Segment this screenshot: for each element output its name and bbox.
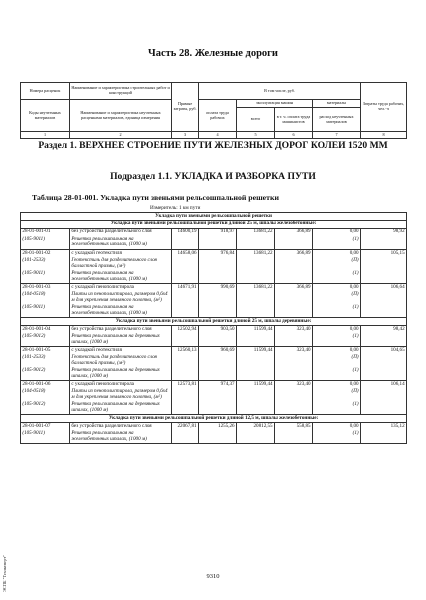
header-material-codes: Коды неучтенных материалов xyxy=(21,100,70,132)
material-name: Решетка рельсошпальная на железобетонных шпалах, (1000 м) xyxy=(70,236,172,250)
table-row xyxy=(21,381,407,389)
labor-costs: 135,12 xyxy=(361,423,407,431)
material-row xyxy=(21,236,407,250)
group-title xyxy=(21,318,407,326)
labor-costs: 98,92 xyxy=(361,228,407,236)
material-qty: (П) xyxy=(313,291,361,304)
material-row xyxy=(21,270,407,284)
material-name: Решетка рельсошпальная на железобетонных шпалах, (1000 м) xyxy=(70,430,172,444)
header-including: В том числе, руб. xyxy=(199,83,361,100)
material-code: (105-9012) xyxy=(21,333,70,347)
material-code: (104-0518) xyxy=(21,388,70,401)
table-row xyxy=(21,347,407,355)
material-code: (105-9012) xyxy=(21,367,70,381)
subsection-title: Подраздел 1.1. УКЛАДКА И РАЗБОРКА ПУТИ xyxy=(110,171,316,182)
part-title: Часть 28. Железные дороги xyxy=(148,48,278,59)
labor-costs: 98,42 xyxy=(361,326,407,334)
work-name: с укладкой геотекстиля xyxy=(70,347,172,355)
rate-code: 28-01-001-01 xyxy=(21,228,70,236)
header-unaccounted-materials: расход неучтенных материалов xyxy=(313,108,361,132)
material-name: Плиты из пенополистирола, размером 0,6х4 м для укрепления земляного полотна, (м²) xyxy=(70,388,172,401)
material-row xyxy=(21,257,407,270)
material-name: Решетка рельсошпальная на деревянных шпалах, (1000 м) xyxy=(70,367,172,381)
operator-pay: 323,40 xyxy=(275,326,313,334)
materials-cost: 0,00 xyxy=(313,423,361,431)
machine-total: 11599,44 xyxy=(237,347,275,355)
materials-cost: 0,00 xyxy=(313,326,361,334)
group-title xyxy=(21,415,407,423)
rate-code: 28-01-001-02 xyxy=(21,249,70,257)
material-code: (105-9011) xyxy=(21,304,70,318)
operator-pay: 366,89 xyxy=(275,284,313,292)
material-row xyxy=(21,291,407,304)
group-title-text: Укладка пути звеньями рельсошпальной решетки длиной 12,5 м, шпалы железобетонные: xyxy=(21,415,407,423)
machine-total: 13681,22 xyxy=(237,284,275,292)
rate-code: 28-01-001-06 xyxy=(21,381,70,389)
table-row xyxy=(21,284,407,292)
worker-pay: 974,37 xyxy=(199,381,237,389)
material-row xyxy=(21,304,407,318)
material-row xyxy=(21,401,407,415)
table-row xyxy=(21,249,407,257)
machine-total: 11599,44 xyxy=(237,326,275,334)
work-name: с укладкой пенополистирола xyxy=(70,284,172,292)
rates-table xyxy=(20,212,407,444)
section-title: Раздел 1. ВЕРХНЕЕ СТРОЕНИЕ ПУТИ ЖЕЛЕЗНЫХ ДОРОГ КОЛЕИ 1520 ММ xyxy=(38,140,388,151)
machine-total: 20812,55 xyxy=(237,423,275,431)
direct-costs: 14671,91 xyxy=(172,284,199,292)
machine-total: 13681,22 xyxy=(237,228,275,236)
table-subheader-text: Укладка пути звеньями рельсошпальной решетки xyxy=(21,213,407,221)
machine-total: 11599,44 xyxy=(237,381,275,389)
header-labor-costs: Затраты труда рабочих, чел.-ч xyxy=(361,83,407,132)
material-qty: (П) xyxy=(313,257,361,270)
worker-pay: 960,69 xyxy=(199,347,237,355)
material-row xyxy=(21,388,407,401)
material-name: Решетка рельсошпальная на железобетонных шпалах, (1000 м) xyxy=(70,270,172,284)
material-name: Решетка рельсошпальная на деревянных шпалах, (1000 м) xyxy=(70,333,172,347)
material-qty: (1) xyxy=(313,401,361,415)
material-row xyxy=(21,430,407,444)
rate-code: 28-01-001-04 xyxy=(21,326,70,334)
group-title xyxy=(21,220,407,228)
materials-cost: 0,00 xyxy=(313,347,361,355)
rate-code: 28-01-001-07 xyxy=(21,423,70,431)
table-subheader xyxy=(21,213,407,221)
rate-code: 28-01-001-05 xyxy=(21,347,70,355)
materials-cost: 0,00 xyxy=(313,381,361,389)
worker-pay: 1255,26 xyxy=(199,423,237,431)
machine-total: 13681,22 xyxy=(237,249,275,257)
material-name: Решетка рельсошпальная на деревянных шпалах, (1000 м) xyxy=(70,401,172,415)
material-name: Геотекстиль для разделительного слоя балластной призмы, (м²) xyxy=(70,354,172,367)
material-name: Геотекстиль для разделительного слоя балластной призмы, (м²) xyxy=(70,257,172,270)
direct-costs: 22067,81 xyxy=(172,423,199,431)
header-machine-operation: эксплуатация машин xyxy=(237,100,313,108)
material-qty: (1) xyxy=(313,333,361,347)
header-work-name: Наименование и характеристика строительных работ и конструкций xyxy=(70,83,172,100)
material-code: (101-2533) xyxy=(21,354,70,367)
material-qty: (1) xyxy=(313,236,361,250)
table-row xyxy=(21,423,407,431)
worker-pay: 976,84 xyxy=(199,249,237,257)
materials-cost: 0,00 xyxy=(313,249,361,257)
material-qty: (1) xyxy=(313,430,361,444)
work-name: с укладкой пенополистирола xyxy=(70,381,172,389)
direct-costs: 14600,19 xyxy=(172,228,199,236)
work-name: без устройства разделительного слоя xyxy=(70,228,172,236)
table-row xyxy=(21,228,407,236)
header-materials: материалы xyxy=(313,100,361,108)
materials-cost: 0,00 xyxy=(313,284,361,292)
operator-pay: 323,40 xyxy=(275,347,313,355)
header-material-names: Наименование и характеристика неучтенных расценками материалов, единица измерения xyxy=(70,100,172,132)
material-code: (105-9011) xyxy=(21,270,70,284)
page-number: 9310 xyxy=(206,573,220,580)
group-title-text: Укладка пути звеньями рельсошпальной решетки длиной 25 м, шпалы железобетонные: xyxy=(21,220,407,228)
group-title-text: Укладка пути звеньями рельсошпальной решетки длиной 25 м, шпалы деревянные: xyxy=(21,318,407,326)
labor-costs: 104,65 xyxy=(361,347,407,355)
direct-costs: 14658,06 xyxy=(172,249,199,257)
material-qty: (1) xyxy=(313,367,361,381)
rate-code: 28-01-001-03 xyxy=(21,284,70,292)
operator-pay: 558,85 xyxy=(275,423,313,431)
column-header-table xyxy=(20,82,407,139)
header-worker-pay: оплата труда рабочих xyxy=(199,100,237,132)
labor-costs: 106,14 xyxy=(361,381,407,389)
material-name: Решетка рельсошпальная на железобетонных шпалах, (1000 м) xyxy=(70,304,172,318)
header-operator-pay: в т. ч. оплата труда машинистов xyxy=(275,108,313,132)
worker-pay: 918,97 xyxy=(199,228,237,236)
labor-costs: 105,15 xyxy=(361,249,407,257)
material-code: (105-9011) xyxy=(21,430,70,444)
material-row xyxy=(21,354,407,367)
material-qty: (1) xyxy=(313,304,361,318)
operator-pay: 366,89 xyxy=(275,249,313,257)
header-column-numbers: 1 2 3 4 5 6 7 8 xyxy=(21,132,407,139)
material-qty: (1) xyxy=(313,270,361,284)
direct-costs: 12573,81 xyxy=(172,381,199,389)
material-qty: (П) xyxy=(313,388,361,401)
work-name: с укладкой геотекстиля xyxy=(70,249,172,257)
measure-unit: Измеритель: 1 км пути xyxy=(150,205,201,211)
material-code: (101-2533) xyxy=(21,257,70,270)
direct-costs: 12502,94 xyxy=(172,326,199,334)
header-direct-costs: Прямые затраты, руб. xyxy=(172,83,199,132)
material-code: (105-9012) xyxy=(21,401,70,415)
worker-pay: 990,69 xyxy=(199,284,237,292)
work-name: без устройства разделительного слоя xyxy=(70,326,172,334)
worker-pay: 903,50 xyxy=(199,326,237,334)
material-name: Плиты из пенополистирола, размером 0,6х4 м для укрепления земляного полотна, (м²) xyxy=(70,291,172,304)
direct-costs: 12560,13 xyxy=(172,347,199,355)
material-row xyxy=(21,333,407,347)
table-title: Таблица 28-01-001. Укладка пути звеньями рельсошпальной решетки xyxy=(32,193,279,202)
material-code: (104-0518) xyxy=(21,291,70,304)
header-machine-total: всего xyxy=(237,108,275,132)
labor-costs: 106,64 xyxy=(361,284,407,292)
operator-pay: 323,40 xyxy=(275,381,313,389)
table-row xyxy=(21,326,407,334)
material-row xyxy=(21,367,407,381)
header-rate-number: Номера расценок xyxy=(21,83,70,100)
material-code: (105-9011) xyxy=(21,236,70,250)
materials-cost: 0,00 xyxy=(313,228,361,236)
operator-pay: 366,89 xyxy=(275,228,313,236)
material-qty: (П) xyxy=(313,354,361,367)
work-name: без устройства разделительного слоя xyxy=(70,423,172,431)
side-note: ЭСПБ "Техэксперт" xyxy=(2,555,7,592)
